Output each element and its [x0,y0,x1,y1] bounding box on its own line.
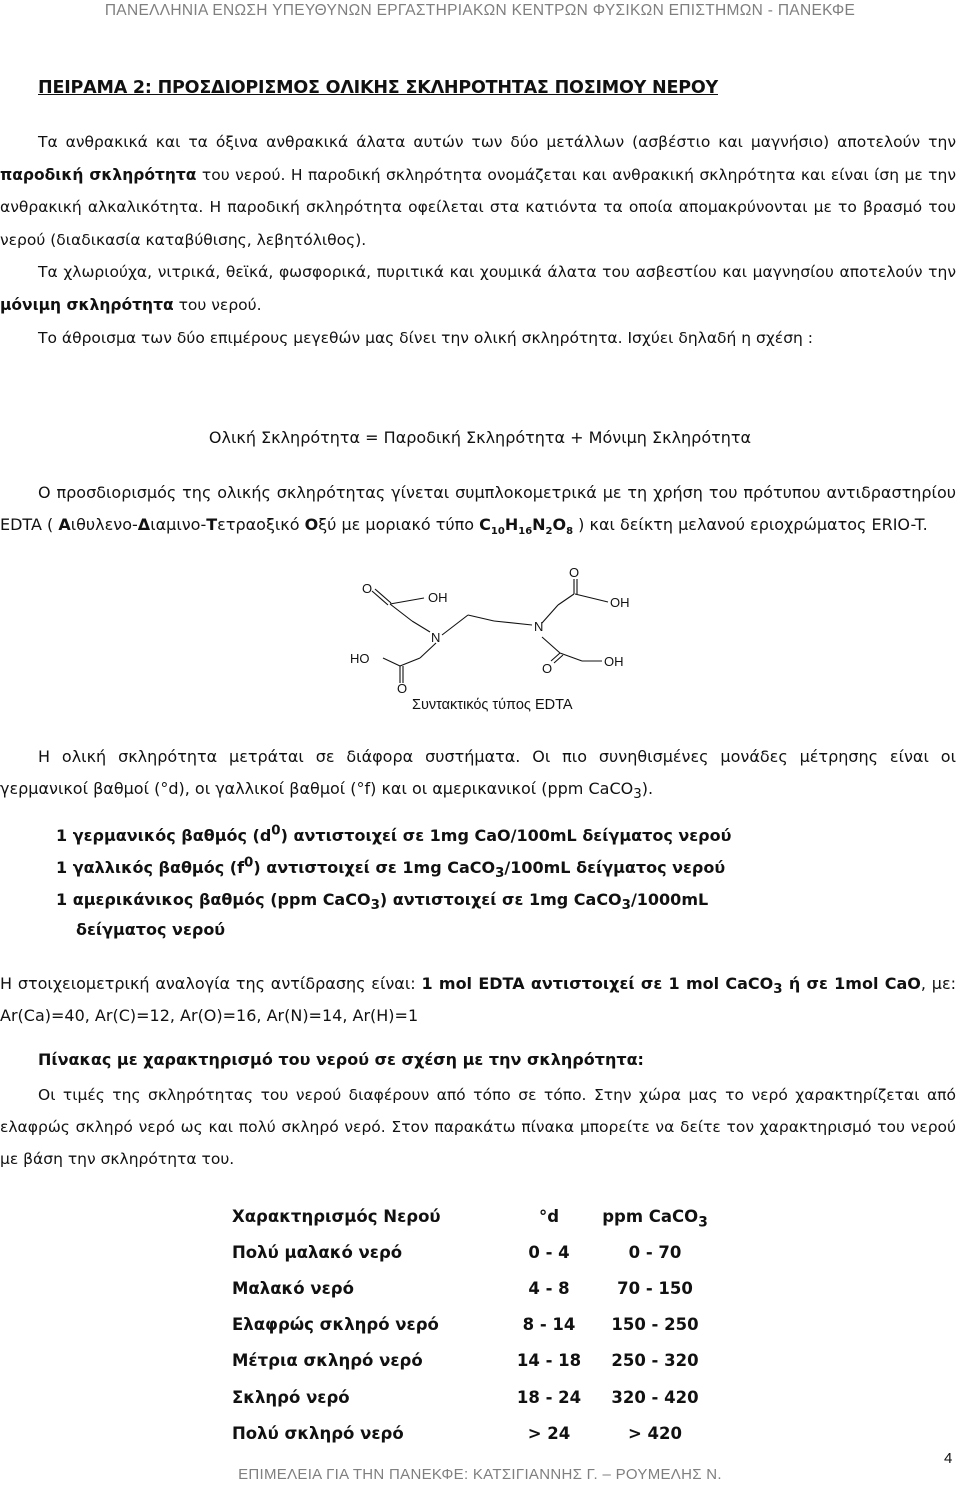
table-cell: 4 - 8 [528,1278,570,1298]
method-text-a: Ο προσδιορισμός της ολικής σκληρότητας γίνεται συμπλοκομετρικά με τη χρήση του πρότυπου αντιδραστηρίου EDTA ( [0,483,956,534]
atom-label: O [397,681,408,693]
equivalence-french: 1 γαλλικός βαθμός $(f^0)$ αντιστοιχεί σε 1mg CaCO$_3$/100mL δείγματος νερού [56,855,726,882]
edta-structure-svg [346,565,632,693]
intro-text-1a: Τα ανθρακικά και τα όξινα ανθρακικά άλατα αυτών των δύο μετάλλων (ασβέστιο και μαγνήσιο) αποτελούν την [38,133,956,151]
equivalence-american-cont: δείγματος νερού [76,920,226,939]
units-text-b: ). [641,779,654,798]
method-word-4: ξύ με μοριακό τύπο [318,515,480,534]
equivalence-american: 1 αμερικάνικος βαθμός (ppm CaCO$_3$) αντιστοιχεί σε 1mg CaCO$_3$/1000mL [56,890,709,914]
table-cell: > 420 [627,1423,682,1443]
method-word-3: ετραοξικό [217,515,305,534]
edta-atom-labels [350,565,630,693]
bond [390,598,424,604]
stoichiometry-paragraph [0,968,956,1032]
bond [442,615,468,635]
intro-text-2a: Τα χλωριούχα, νιτρικά, θεϊκά, φωσφορικά, πυριτικά και χουμικά άλατα του ασβεστίου και μαγνησίου αποτελούν την [38,263,956,282]
bond [383,658,400,666]
column-header: Χαρακτηρισμός Νερού [232,1206,441,1226]
stoich-ratio: 1 mol EDTA αντιστοιχεί σε 1 mol CaCO$_3$ ή σε 1mol CaO [421,974,921,998]
bond [551,653,560,661]
table-cell: Πολύ σκληρό νερό [232,1423,404,1443]
table-row [222,1270,712,1306]
bond [400,658,420,666]
method-text-b: ) και δείκτη μελανού εριοχρώματος ERIO-T. [573,515,928,534]
table-cell: > 24 [527,1423,571,1443]
table-row [222,1343,712,1379]
stoich-text-a: Η στοιχειομετρική αναλογία της αντίδρασης είναι: [0,974,422,993]
table-heading: Πίνακας με χαρακτηρισμό του νερού σε σχέση με την σκληρότητα: [38,1050,644,1069]
column-header: °d [538,1206,560,1226]
bond [558,594,574,605]
table-header-row [222,1198,712,1234]
table-row [222,1234,712,1270]
units-text-a: Η ολική σκληρότητα μετράται σε διάφορα συστήματα. Οι πιο συνηθισμένες μονάδες μέτρησης είναι οι γερμανικοί βαθμοί (°d), οι γαλλικοί βαθμοί (°f) και οι αμερικανικοί (ppm CaCO [0,747,956,798]
bond [575,594,608,602]
atom-label: N [534,619,544,634]
units-subscript: 3 [633,787,642,803]
edta-bonds [372,579,608,683]
column-header: ppm CaCO$_3$ [602,1206,708,1230]
atom-label: OH [610,595,630,610]
method-word-1: ιθυλενο- [70,515,138,534]
table-cell: Σκληρό νερό [232,1387,350,1407]
units-paragraph [0,741,956,805]
intro-paragraph-3: Το άθροισμα των δύο επιμέρους μεγεθών μας δίνει την ολική σκληρότητα. Ισχύει δηλαδή η σχέση : [38,328,813,347]
page-footer: ΕΠΙΜΕΛΕΙΑ ΓΙΑ ΤΗΝ ΠΑΝΕΚΦΕ: ΚΑΤΣΙΓΙΑΝΝΗΣ Γ. – ΡΟΥΜΕΛΗΣ Ν. [238,1466,722,1483]
bond [494,621,532,625]
acronym-letter-a: Α [58,515,71,534]
table-row [222,1415,712,1451]
table-row [222,1307,712,1343]
atom-label: O [542,661,553,676]
bond [390,604,412,621]
atom-label: OH [428,590,448,605]
atom-label: HO [350,651,370,666]
atom-label: N [431,630,441,645]
bond [468,615,494,621]
table-cell: 150 - 250 [611,1315,699,1335]
table-cell: 8 - 14 [522,1315,576,1335]
atomic-masses: , με: Ar(Ca)=40, Ar(C)=12, Ar(O)=16, Ar(N)=14, Ar(H)=1 [0,974,956,1025]
page-number: 4 [944,1450,953,1467]
table-cell: 0 - 70 [628,1242,682,1262]
bond [420,643,436,658]
intro-paragraph-2 [0,256,956,321]
page-title: ΠΕΙΡΑΜΑ 2: ΠΡΟΣΔΙΟΡΙΣΜΟΣ ΟΛΙΚΗΣ ΣΚΛΗΡΟΤΗΤΑΣ ΠΟΣΙΜΟΥ ΝΕΡΟΥ [38,78,718,98]
atom-label: OH [604,654,624,669]
bond [560,653,582,661]
hardness-table [222,1198,712,1451]
method-paragraph [0,477,956,541]
table-intro: Οι τιμές της σκληρότητας του νερού διαφέρουν από τόπο σε τόπο. Στην χώρα μας το νερό χαρακτηρίζεται από ελαφρώς σκληρό νερό ως και πολύ σκληρό νερό. Στον παρακάτω πίνακα μπορείτε να δείτε τον χαρακτηρισμό του νερού με βάση την σκληρότητα του. [0,1086,956,1168]
table-cell: Μαλακό νερό [232,1278,354,1298]
permanent-hardness-term: μόνιμη σκληρότητα [0,295,174,314]
page-header: ΠΑΝΕΛΛΗΝΙΑ ΕΝΩΣΗ ΥΠΕΥΘΥΝΩΝ ΕΡΓΑΣΤΗΡΙΑΚΩΝ ΚΕΝΤΡΩΝ ΦΥΣΙΚΩΝ ΕΠΙΣΤΗΜΩΝ - ΠΑΝΕΚΦΕ [104,2,856,19]
intro-text-2b: του νερού. [173,295,262,314]
acronym-letter-o: Ο [304,515,319,534]
table-cell: Ελαφρώς σκληρό νερό [232,1315,439,1335]
method-word-2: ιαμινο- [150,515,207,534]
acronym-letter-d: Δ [137,515,151,534]
table-cell: Μέτρια σκληρό νερό [232,1351,423,1371]
structure-caption: Συντακτικός τύπος EDTA [412,697,573,713]
bond [542,605,558,623]
edta-formula: $C_{10}H_{16}N_2O_8$ [479,515,574,538]
edta-structure [346,565,632,693]
atom-label: O [362,581,373,596]
table-cell: 70 - 150 [617,1278,693,1298]
table-cell: 18 - 24 [516,1387,582,1407]
table-cell: Πολύ μαλακό νερό [232,1242,403,1262]
bond [412,621,430,632]
table-row [222,1379,712,1415]
temporary-hardness-term: παροδική σκληρότητα [0,165,197,184]
table-cell: 14 - 18 [516,1351,582,1371]
intro-paragraph-1 [0,126,956,256]
acronym-letter-t: Τ [206,515,218,534]
table-cell: 0 - 4 [528,1242,570,1262]
intro-text [0,126,956,354]
bond [542,637,560,653]
bond [554,655,563,663]
intro-text-1b: του νερού. Η παροδική σκληρότητα ονομάζεται και ανθρακική σκληρότητα και είναι ίση με την ανθρακική αλκαλικότητα. Η παροδική σκληρότητα οφείλεται στα κατιόντα τα οποία απομακρύνονται με το βρασμό του νερού (διαδικασία καταβύθισης, λεβητόλιθος). [0,165,956,249]
atom-label: O [569,565,580,580]
table-cell: 250 - 320 [611,1351,699,1371]
hardness-formula: Ολική Σκληρότητα = Παροδική Σκληρότητα + Μόνιμη Σκληρότητα [208,428,752,447]
table-cell: 320 - 420 [611,1387,699,1407]
equivalence-german: 1 γερμανικός βαθμός $(d^0)$ αντιστοιχεί σε 1mg CaO/100mL δείγματος νερού [56,823,732,845]
